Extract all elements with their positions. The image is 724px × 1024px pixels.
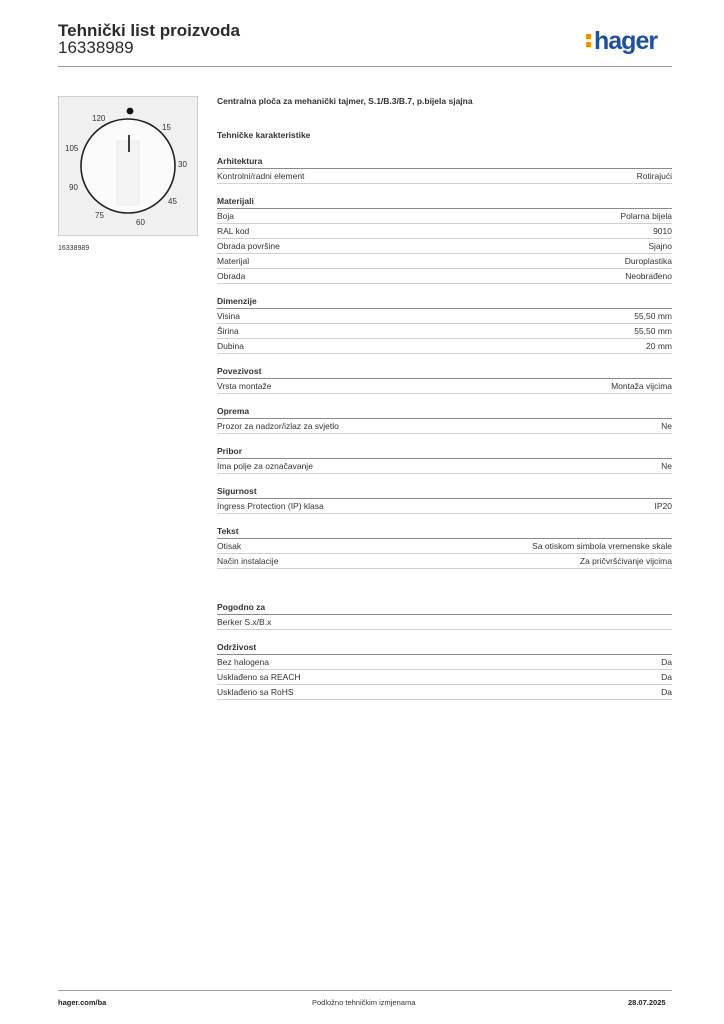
spec-value: IP20 bbox=[654, 501, 672, 511]
spec-value: Polarna bijela bbox=[620, 211, 672, 221]
spec-row bbox=[217, 459, 672, 474]
spec-label: Prozor za nadzor/izlaz za svjetlo bbox=[217, 421, 339, 431]
footer-notice: Podložno tehničkim izmjenama bbox=[312, 998, 416, 1007]
spec-label: Obrada površine bbox=[217, 241, 280, 251]
dial-label-15: 15 bbox=[162, 123, 171, 132]
spec-section bbox=[217, 486, 672, 514]
spec-value: Da bbox=[661, 687, 672, 697]
footer-website: hager.com/ba bbox=[58, 998, 107, 1007]
spec-row bbox=[217, 324, 672, 339]
dial-label-30: 30 bbox=[178, 160, 187, 169]
tech-characteristics-title: Tehničke karakteristike bbox=[217, 130, 311, 140]
spec-value: 55,50 mm bbox=[634, 311, 672, 321]
section-title: Materijali bbox=[217, 196, 672, 209]
spec-row bbox=[217, 670, 672, 685]
dial-label-105: 105 bbox=[65, 144, 79, 153]
spec-value: Sjajno bbox=[648, 241, 672, 251]
spec-section bbox=[217, 406, 672, 434]
spec-row bbox=[217, 209, 672, 224]
spec-row bbox=[217, 685, 672, 700]
spec-row bbox=[217, 239, 672, 254]
section-title: Dimenzije bbox=[217, 296, 672, 309]
spec-value: Neobrađeno bbox=[625, 271, 672, 281]
spec-row bbox=[217, 309, 672, 324]
product-number: 16338989 bbox=[58, 38, 134, 57]
spec-value: 55,50 mm bbox=[634, 326, 672, 336]
dial-label-90: 90 bbox=[69, 183, 78, 192]
spec-value: Da bbox=[661, 672, 672, 682]
spec-row bbox=[217, 224, 672, 239]
product-image bbox=[58, 96, 198, 236]
page-title: Tehnički list proizvoda bbox=[58, 21, 240, 40]
spec-label: Kontrolni/radni element bbox=[217, 171, 305, 181]
spec-label: Visina bbox=[217, 311, 240, 321]
spec-label: Način instalacije bbox=[217, 556, 279, 566]
spec-value: Duroplastika bbox=[624, 256, 672, 266]
spec-row bbox=[217, 655, 672, 670]
spec-row bbox=[217, 169, 672, 184]
dial-label-75: 75 bbox=[95, 211, 104, 220]
spec-row bbox=[217, 419, 672, 434]
spec-row bbox=[217, 499, 672, 514]
section-title: Arhitektura bbox=[217, 156, 672, 169]
footer-date: 28.07.2025 bbox=[628, 998, 666, 1007]
hager-logo bbox=[594, 27, 657, 57]
spec-value: Montaža vijcima bbox=[611, 381, 672, 391]
spec-row bbox=[217, 615, 672, 630]
spec-label: RAL kod bbox=[217, 226, 250, 236]
spec-value: Rotirajući bbox=[636, 171, 672, 181]
logo-text: hager bbox=[594, 27, 658, 55]
spec-label: Dubina bbox=[217, 341, 244, 351]
spec-label: Vrsta montaže bbox=[217, 381, 272, 391]
section-title: Tekst bbox=[217, 526, 672, 539]
spec-row bbox=[217, 379, 672, 394]
spec-value: 9010 bbox=[653, 226, 672, 236]
spec-section bbox=[217, 446, 672, 474]
spec-value: 20 mm bbox=[646, 341, 672, 351]
spec-label: Obrada bbox=[217, 271, 246, 281]
spec-row bbox=[217, 269, 672, 284]
spec-section bbox=[217, 296, 672, 354]
spec-label: Bez halogena bbox=[217, 657, 269, 667]
spec-label: Otisak bbox=[217, 541, 242, 551]
section-title: Sigurnost bbox=[217, 486, 672, 499]
spec-value: Ne bbox=[661, 461, 672, 471]
section-title: Povezivost bbox=[217, 366, 672, 379]
spec-column bbox=[217, 96, 672, 700]
spec-label: Ingress Protection (IP) klasa bbox=[217, 501, 324, 511]
section-title: Oprema bbox=[217, 406, 672, 419]
spec-value: Da bbox=[661, 657, 672, 667]
dial-label-60: 60 bbox=[136, 218, 145, 227]
spec-label: Materijal bbox=[217, 256, 250, 266]
spec-label: Usklađeno sa RoHS bbox=[217, 687, 294, 697]
spec-sections bbox=[217, 156, 672, 569]
spec-value: Sa otiskom simbola vremenske skale bbox=[532, 541, 672, 551]
timer-dial-icon bbox=[59, 97, 197, 235]
spec-value: Ne bbox=[661, 421, 672, 431]
section-suitable bbox=[217, 602, 672, 630]
spec-row bbox=[217, 554, 672, 569]
spec-value: Za pričvršćivanje vijcima bbox=[579, 556, 672, 566]
spec-label: Boja bbox=[217, 211, 235, 221]
header-divider bbox=[58, 66, 672, 67]
spec-label: Usklađeno sa REACH bbox=[217, 672, 301, 682]
spec-row bbox=[217, 539, 672, 554]
dial-label-45: 45 bbox=[168, 197, 177, 206]
spec-row bbox=[217, 339, 672, 354]
footer-divider bbox=[58, 990, 672, 991]
section-title: Pribor bbox=[217, 446, 672, 459]
section-title: Održivost bbox=[217, 642, 672, 655]
spec-row bbox=[217, 254, 672, 269]
spec-section bbox=[217, 366, 672, 394]
image-caption: 16338989 bbox=[58, 245, 90, 252]
section-title: Pogodno za bbox=[217, 602, 672, 615]
spec-section bbox=[217, 526, 672, 569]
logo-dots-icon bbox=[586, 34, 591, 50]
spec-label: Berker S.x/B.x bbox=[217, 617, 272, 627]
spec-section bbox=[217, 196, 672, 284]
dial-label-120: 120 bbox=[92, 114, 106, 123]
section-sustainability bbox=[217, 642, 672, 700]
spec-section bbox=[217, 156, 672, 184]
spec-label: Ima polje za označavanje bbox=[217, 461, 313, 471]
spec-label: Širina bbox=[217, 326, 239, 336]
product-name: Centralna ploča za mehanički tajmer, S.1/B.3/B.7, p.bijela sjajna bbox=[217, 96, 473, 106]
